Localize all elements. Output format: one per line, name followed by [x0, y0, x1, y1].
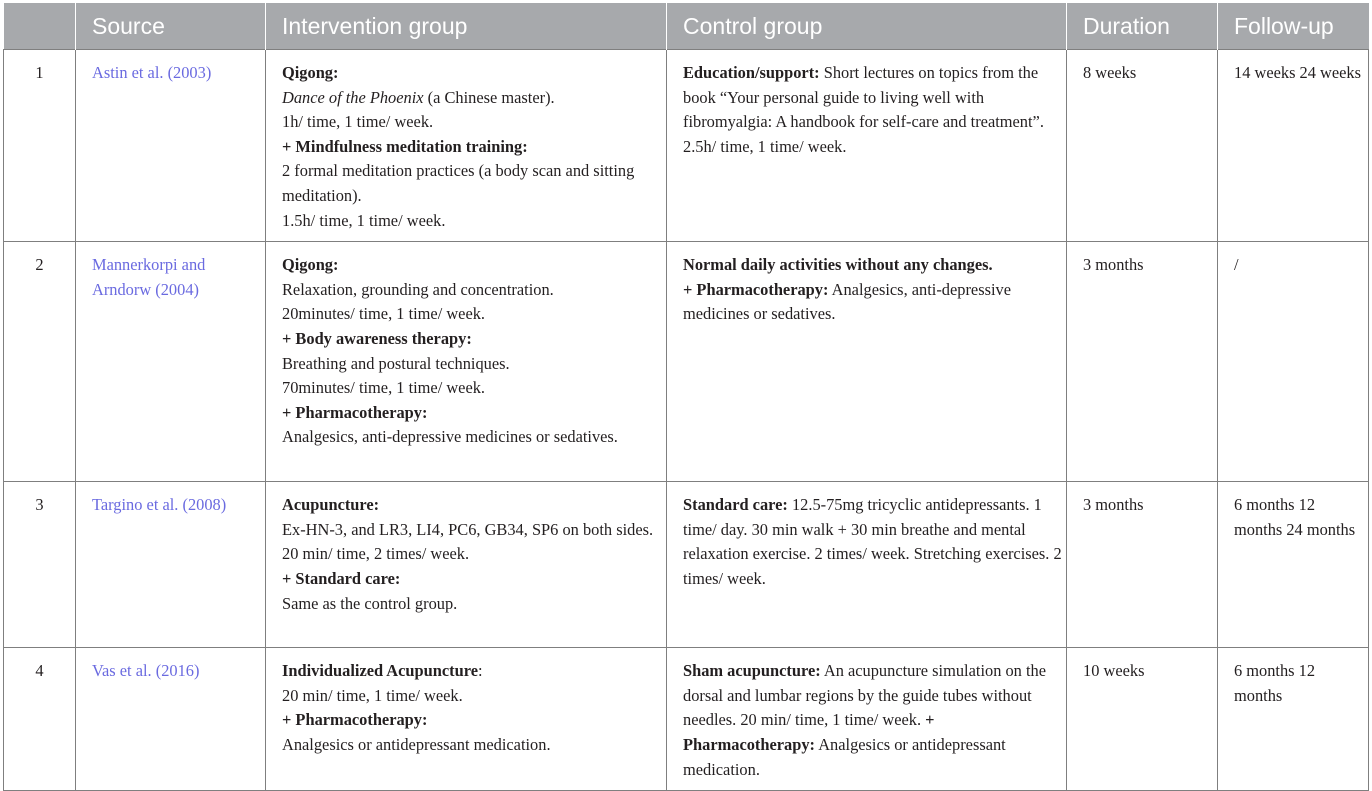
cell-line	[282, 159, 662, 208]
cell-line	[282, 302, 662, 327]
cell-line	[282, 592, 662, 617]
plain-text: 12.5-75mg tricyclic antidepressants. 1 time/ day. 30 min walk + 30 min breathe and mental relaxation exercise. 2 times/ week. Stretching exercises. 2 times/ week.	[683, 495, 1062, 588]
followup-cell: 6 months 12 months 24 months	[1218, 482, 1369, 648]
source-close: )	[205, 63, 212, 82]
bold-label: Acupuncture:	[282, 495, 380, 515]
cell-line	[282, 708, 662, 733]
plain-text: Short lectures on topics from the book “Your personal guide to living well with fibromyalgia: A handbook for self-care and treatment”. 2.5h/ time, 1 time/ week.	[683, 63, 1044, 156]
cell-line	[282, 352, 662, 377]
source-author: Vas et al. (	[92, 661, 162, 681]
source-cell	[76, 50, 266, 242]
source-cell	[76, 242, 266, 482]
plain-text: Analgesics, anti-depressive medicines or sedatives.	[683, 279, 1011, 324]
cell-line	[282, 278, 662, 303]
plain-text: Ex-HN-3, and LR3, LI4, PC6, GB34, SP6 on both sides.	[282, 519, 654, 539]
row-number: 2	[4, 242, 76, 482]
table-row	[4, 648, 1369, 791]
bold-label: + Pharmacotherapy:	[683, 710, 935, 754]
plain-text: (a Chinese master).	[423, 87, 555, 107]
intervention-cell	[266, 482, 667, 648]
cell-line	[282, 493, 662, 518]
cell-line	[282, 61, 662, 86]
intervention-cell	[266, 242, 667, 482]
plain-text: Analgesics, anti-depressive medicines or sedatives.	[282, 427, 618, 447]
bold-label: Sham acupuncture:	[683, 661, 821, 681]
duration-cell: 3 months	[1067, 242, 1218, 482]
cell-line	[282, 401, 662, 426]
study-characteristics-table	[3, 3, 1369, 791]
bold-label: Normal daily activities without any changes.	[683, 255, 993, 275]
source-close: )	[220, 495, 227, 515]
bold-label: + Standard care:	[282, 568, 401, 588]
cell-line	[282, 518, 662, 543]
control-cell	[667, 242, 1067, 482]
header-source: Source	[76, 3, 266, 50]
plain-text: Relaxation, grounding and concentration.	[282, 279, 554, 299]
plain-text: 1.5h/ time, 1 time/ week.	[282, 210, 446, 230]
bold-label: Qigong:	[282, 63, 339, 82]
bold-label: + Pharmacotherapy:	[282, 710, 428, 730]
cell-line	[683, 278, 1062, 327]
control-cell	[667, 50, 1067, 242]
header-followup: Follow-up	[1218, 3, 1369, 50]
source-close: )	[193, 279, 199, 299]
cell-line	[282, 659, 662, 684]
plain-text: Analgesics or antidepressant medication.	[683, 734, 1006, 779]
bold-label: Individualized Acupuncture	[282, 661, 478, 681]
control-cell	[667, 648, 1067, 791]
header-control: Control group	[667, 3, 1067, 50]
duration-cell: 10 weeks	[1067, 648, 1218, 791]
source-author: Mannerkorpi and Arndorw (	[92, 255, 206, 299]
plain-text: An acupuncture simulation on the dorsal and lumbar regions by the guide tubes without needles. 20 min/ time, 1 time/ week.	[683, 661, 1046, 730]
cell-line	[282, 253, 662, 278]
cell-line	[282, 110, 662, 135]
cell-line	[282, 376, 662, 401]
duration-cell: 8 weeks	[1067, 50, 1218, 242]
row-number: 3	[4, 482, 76, 648]
plain-text: 20minutes/ time, 1 time/ week.	[282, 304, 486, 324]
bold-label: Standard care:	[683, 495, 788, 515]
plain-text: 2 formal meditation practices (a body scan and sitting meditation).	[282, 161, 635, 205]
bold-label: + Mindfulness meditation training:	[282, 136, 528, 156]
source-cell	[76, 482, 266, 648]
source-year-link[interactable]: 2003	[173, 63, 206, 82]
bold-label: + Pharmacotherapy:	[282, 402, 428, 422]
intervention-cell	[266, 50, 667, 242]
header-duration: Duration	[1067, 3, 1218, 50]
plain-text: 20 min/ time, 1 time/ week.	[282, 685, 463, 705]
cell-line	[282, 733, 662, 758]
source-author: Astin et al. (	[92, 63, 174, 82]
table-row	[4, 50, 1369, 242]
cell-line	[282, 86, 662, 111]
header-index	[4, 3, 76, 50]
source-year-link[interactable]: 2016	[161, 661, 194, 681]
cell-line	[282, 209, 662, 234]
intervention-cell	[266, 648, 667, 791]
source-close: )	[193, 661, 200, 681]
plain-text: Breathing and postural techniques.	[282, 353, 510, 373]
plain-text: 70minutes/ time, 1 time/ week.	[282, 378, 486, 398]
bold-label: Qigong:	[282, 255, 339, 275]
bold-label: + Body awareness therapy:	[282, 328, 472, 348]
source-year-link[interactable]: 2008	[187, 495, 221, 515]
followup-cell: 14 weeks 24 weeks	[1218, 50, 1369, 242]
cell-line	[683, 61, 1062, 159]
cell-line	[683, 493, 1062, 591]
italic-text: Dance of the Phoenix	[282, 87, 424, 107]
table-row	[4, 482, 1369, 648]
cell-line	[683, 659, 1062, 782]
cell-line	[282, 135, 662, 160]
bold-label: Education/support:	[683, 63, 820, 82]
duration-cell: 3 months	[1067, 482, 1218, 648]
cell-line	[282, 542, 662, 567]
plain-text: Analgesics or antidepressant medication.	[282, 734, 551, 754]
header-row	[4, 3, 1369, 50]
cell-line	[282, 425, 662, 450]
source-year-link[interactable]: 2004	[160, 279, 194, 299]
row-number: 4	[4, 648, 76, 791]
followup-cell: 6 months 12 months	[1218, 648, 1369, 791]
row-number: 1	[4, 50, 76, 242]
cell-line	[282, 567, 662, 592]
cell-line	[683, 253, 1062, 278]
source-cell	[76, 648, 266, 791]
plain-text: Same as the control group.	[282, 593, 458, 613]
table-row	[4, 242, 1369, 482]
bold-label: + Pharmacotherapy:	[683, 279, 829, 299]
source-author: Targino et al. (	[92, 495, 188, 515]
followup-cell: /	[1218, 242, 1369, 482]
cell-line	[282, 327, 662, 352]
header-intervention: Intervention group	[266, 3, 667, 50]
control-cell	[667, 482, 1067, 648]
plain-text: :	[477, 661, 483, 681]
plain-text: 1h/ time, 1 time/ week.	[282, 112, 434, 132]
cell-line	[282, 684, 662, 709]
plain-text: 20 min/ time, 2 times/ week.	[282, 544, 470, 564]
